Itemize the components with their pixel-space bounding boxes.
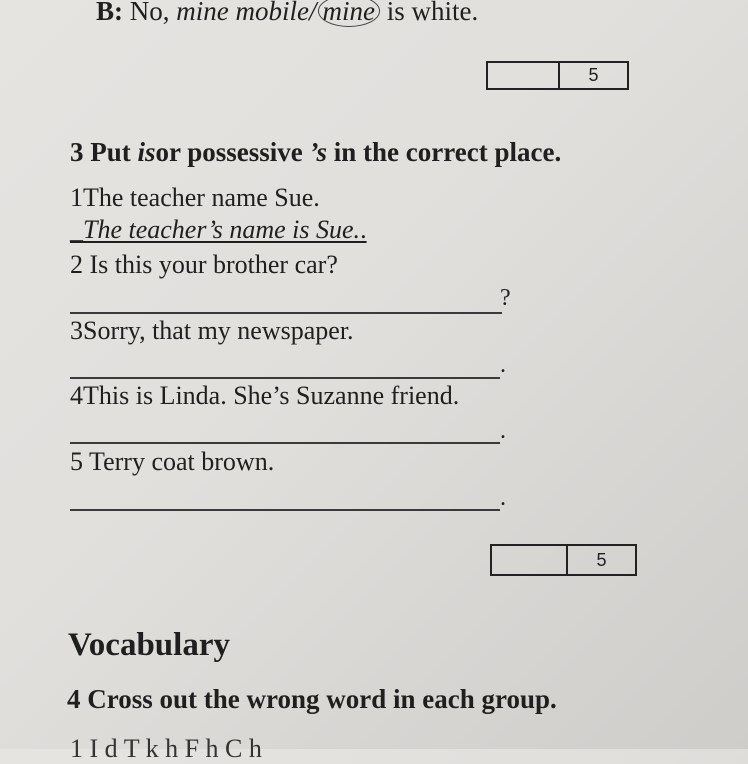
answer-period: . [360,215,367,244]
exercise-item-1: 1The teacher name Sue. [70,183,320,212]
cutoff-word-list: 1 I d T k h F h C h [70,734,262,763]
speaker-label: B: [96,0,123,26]
exercise-heading-4: 4 Cross out the wrong word in each group. [67,684,557,714]
answer-end-4: . [500,418,506,444]
score-box-2 [490,544,637,576]
answer-blank-5[interactable] [70,509,500,511]
section-title: Vocabulary [68,627,230,663]
heading-text: 3 Put [70,137,138,167]
answer-end-2: ? [500,285,511,311]
circled-answer: mine [318,0,380,27]
answer-blank-2[interactable] [70,312,502,314]
answer-end-5: . [500,485,506,511]
heading-is: is [137,137,156,167]
answer-blank-3[interactable] [70,377,500,379]
answer-end-3: . [500,352,506,378]
answer-blank-4[interactable] [70,442,500,444]
dialogue-italic: mine mobile [176,0,309,26]
dialogue-text: No, [123,0,177,26]
exercise-item-3: 3Sorry, that my newspaper. [70,316,354,345]
answer-prefix: _ [70,215,83,244]
score-total: 5 [588,65,599,85]
heading-possessive: ’s [309,137,328,167]
score-total-2: 5 [596,549,607,570]
score-box [486,61,629,90]
exercise-item-2: 2 Is this your brother car? [70,250,338,279]
heading-text-2: or possessive [155,137,310,167]
dialogue-line [96,0,478,27]
exercise-heading [70,137,561,168]
dialogue-slash: / [308,0,317,26]
exercise-item-5: 5 Terry coat brown. [70,447,275,476]
model-answer: The teacher’s name is Sue. [83,215,361,244]
exercise-item-4: 4This is Linda. She’s Suzanne friend. [70,381,460,410]
dialogue-end: is white. [379,0,479,26]
heading-text-3: in the correct place. [327,137,562,167]
answer-line-1 [70,215,367,245]
